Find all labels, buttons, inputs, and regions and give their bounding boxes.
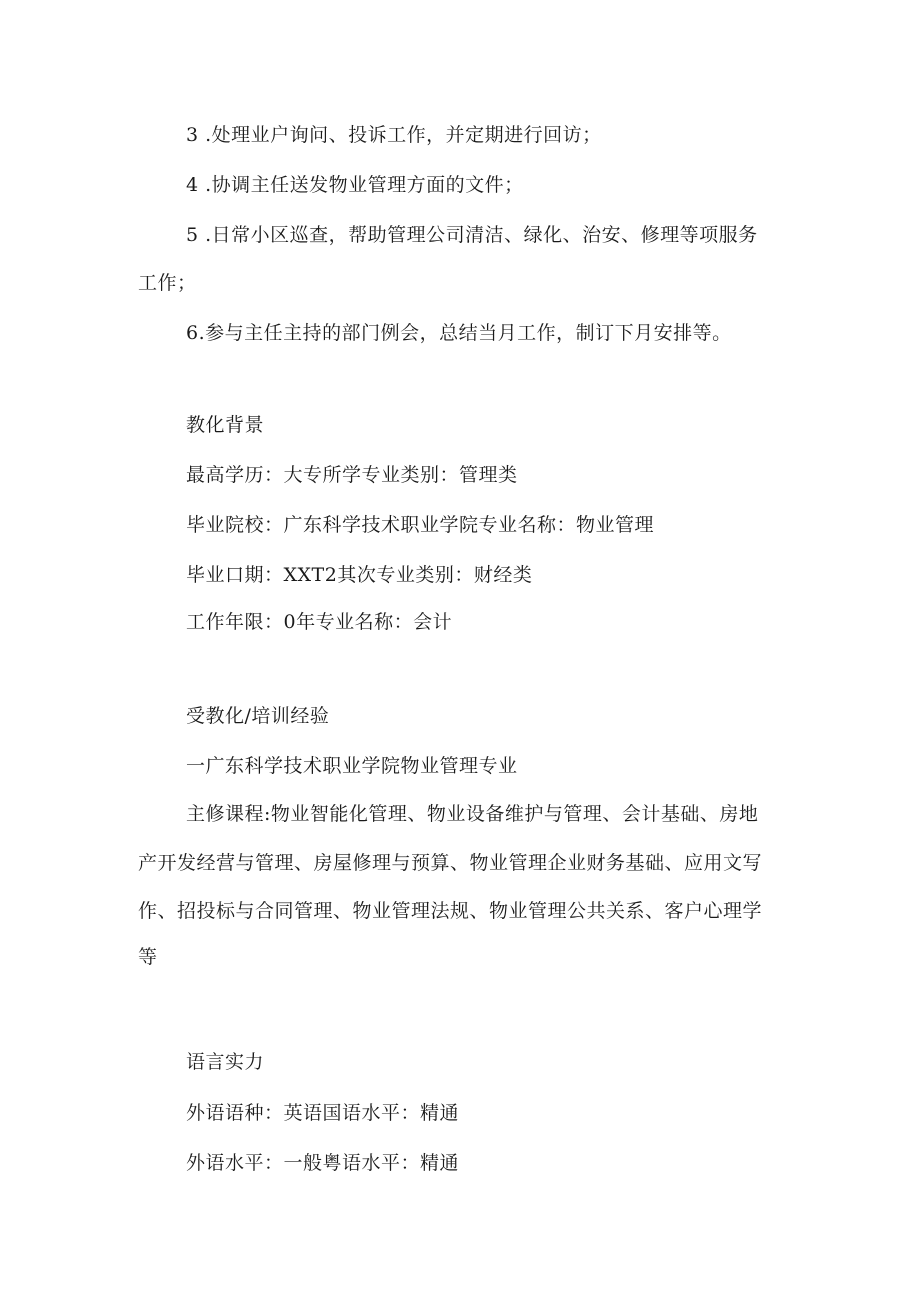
duty-item-6: 6.参与主任主持的部门例会，总结当月工作，制订下月安排等。 — [186, 322, 732, 344]
training-courses-line-1: 主修课程:物业智能化管理、物业设备维护与管理、会计基础、房地 — [186, 803, 759, 825]
duty-item-5-line-1: 5 .日常小区巡查，帮助管理公司清洁、绿化、治安、修理等项服务 — [186, 224, 758, 246]
duty-item-5-line-2: 工作； — [138, 272, 197, 294]
education-degree: 最高学历：大专所学专业类别：管理类 — [186, 464, 518, 486]
education-heading: 教化背景 — [186, 414, 265, 436]
training-courses-line-4: 等 — [138, 946, 158, 968]
training-courses-line-3: 作、招投标与合同管理、物业管理法规、物业管理公共关系、客户心理学 — [138, 900, 763, 922]
language-heading: 语言实力 — [186, 1051, 265, 1073]
education-school: 毕业院校：广东科学技术职业学院专业名称：物业管理 — [186, 514, 655, 536]
education-graduation: 毕业口期：XXT2其次专业类别：财经类 — [186, 564, 533, 586]
language-foreign-1: 外语语种：英语国语水平：精通 — [186, 1102, 460, 1124]
duty-item-3: 3 .处理业户询问、投诉工作，并定期进行回访； — [186, 124, 602, 146]
training-institution: 一广东科学技术职业学院物业管理专业 — [186, 755, 518, 777]
training-heading: 受教化/培训经验 — [186, 705, 330, 727]
language-foreign-2: 外语水平：一般粤语水平：精通 — [186, 1152, 460, 1174]
duty-item-4: 4 .协调主任送发物业管理方面的文件； — [186, 174, 524, 196]
training-courses-line-2: 产开发经营与管理、房屋修理与预算、物业管理企业财务基础、应用文写 — [138, 852, 763, 874]
education-years: 工作年限：0年专业名称：会计 — [186, 611, 453, 633]
